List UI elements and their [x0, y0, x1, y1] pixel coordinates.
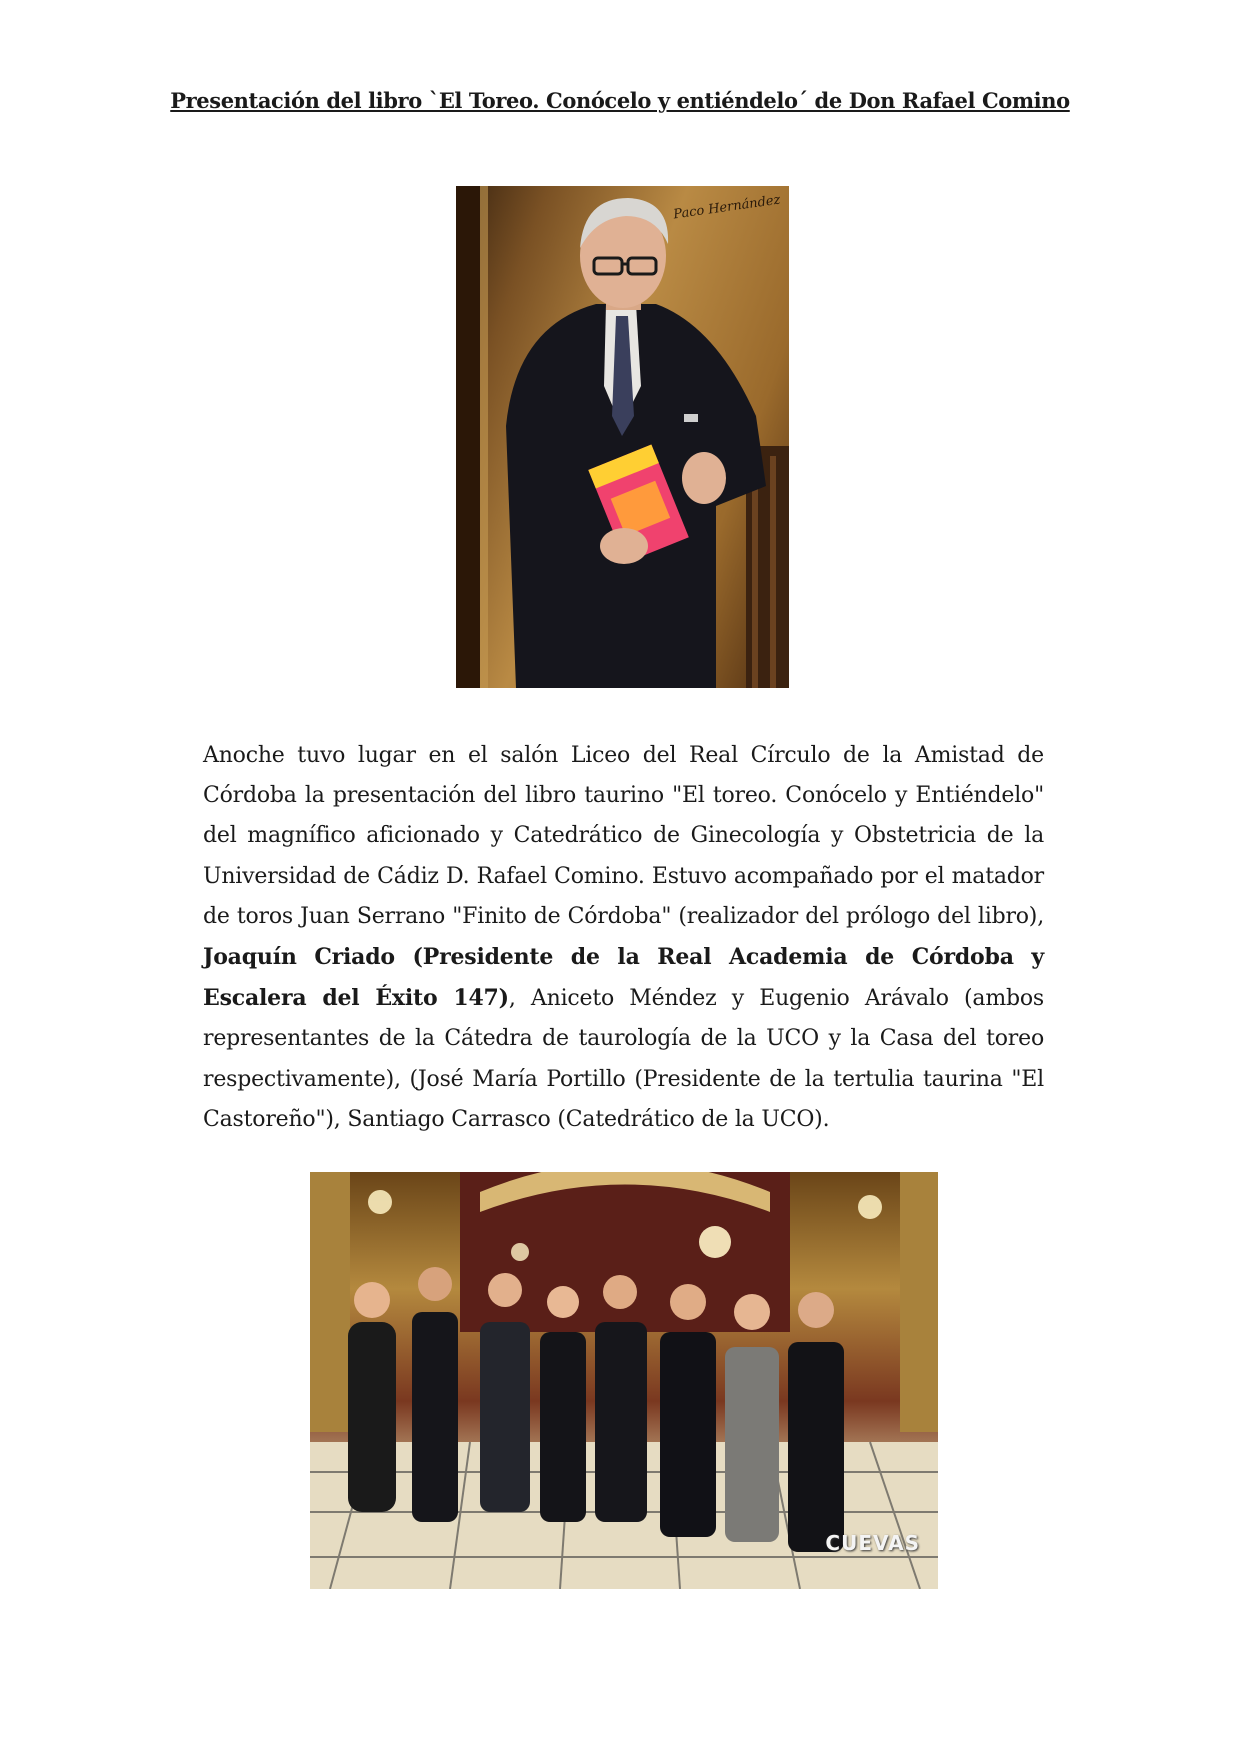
- group-photo: [310, 1172, 938, 1589]
- paragraph-bold-highlight: Joaquín Criado (Presidente de la Real Academia de Córdoba y Escalera del Éxito 147): [203, 944, 1044, 1012]
- paragraph-part-2: , Aniceto Méndez y Eugenio Arávalo (ambos representantes de la Cátedra de taurología de la UCO y la Casa del toreo respectivamente), (José María Portillo (Presidente de la tertulia taurina "El Castoreño"), Santiago Carrasco (Catedrático de la UCO).: [203, 986, 1045, 1132]
- document-title: Presentación del libro `El Toreo. Conócelo y entiéndelo´ de Don Rafael Comino: [170, 88, 1070, 113]
- signature-watermark: Paco Hernández: [672, 192, 782, 223]
- group-illustration: [310, 1172, 938, 1589]
- photo-watermark: CUEVAS: [825, 1531, 920, 1555]
- body-paragraph: [203, 736, 1044, 1140]
- portrait-illustration: [456, 186, 789, 688]
- portrait-photo: [456, 186, 789, 688]
- paragraph-part-1: Anoche tuvo lugar en el salón Liceo del Real Círculo de la Amistad de Córdoba la presentación del libro taurino "El toreo. Conócelo y Entiéndelo" del magnífico aficionado y Catedrático de Ginecología y Obstetricia de la Universidad de Cádiz D. Rafael Comino. Estuvo acompañado por el matador de toros Juan Serrano "Finito de Córdoba" (realizador del prólogo del libro),: [203, 743, 1044, 929]
